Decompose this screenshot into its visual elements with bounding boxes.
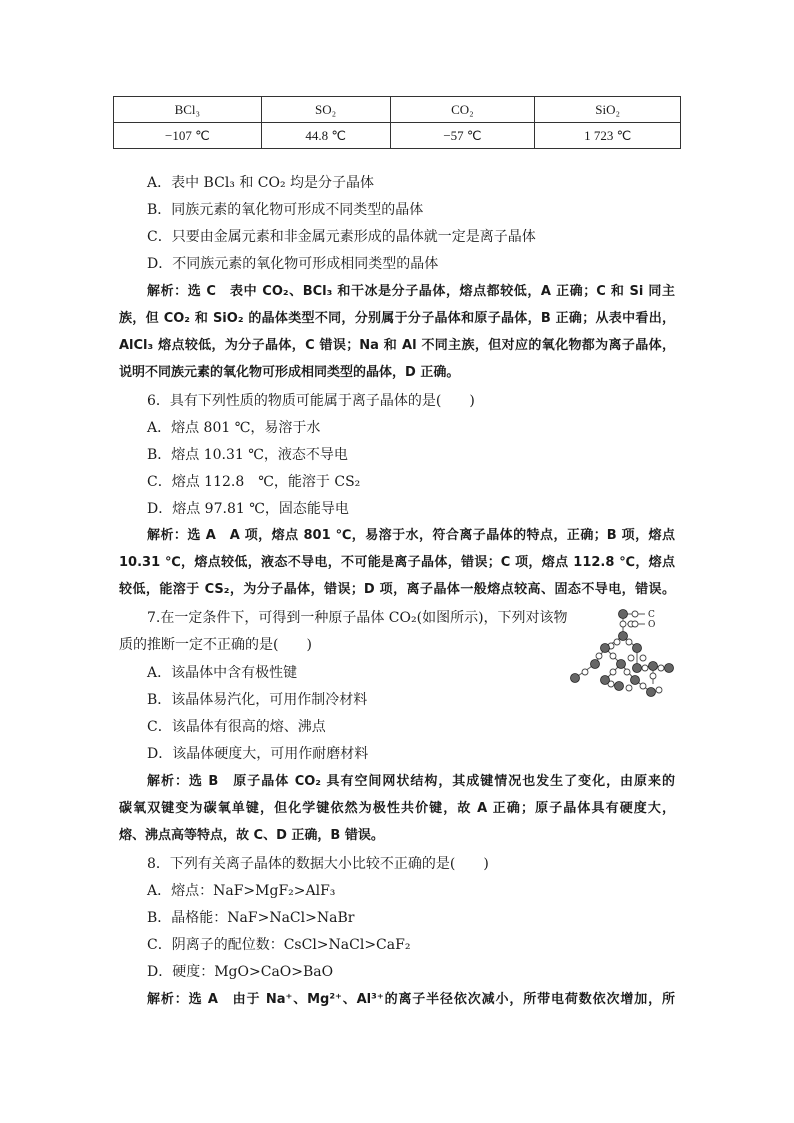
table-header-cell: SO₂ — [261, 97, 390, 123]
q7-explanation-line: 碳氧双键变为碳氧单键，但化学键依然为极性共价键，故 A 正确；原子晶体具有硬度大， — [119, 801, 675, 816]
crystal-structure-figure — [565, 606, 685, 706]
legend-label: O — [648, 620, 656, 630]
q8-option-a: A．熔点：NaF>MgF₂>AlF₃ — [147, 883, 336, 899]
q5-explanation-line: AlCl₃ 熔点较低，为分子晶体，C 错误；Na 和 Al 不同主族，但对应的氧化物都为离子晶体， — [119, 338, 675, 353]
table-header-cell: BCl₃ — [114, 97, 262, 123]
q7-explanation-line: 熔、沸点高等特点，故 C、D 正确，B 错误。 — [119, 828, 384, 843]
q6-option-a: A．熔点 801 ℃，易溶于水 — [147, 420, 321, 436]
q5-option-a: A．表中 BCl₃ 和 CO₂ 均是分子晶体 — [147, 175, 375, 191]
q8-stem: 8．下列有关离子晶体的数据大小比较不正确的是( ) — [147, 856, 489, 872]
q7-option-a: A．该晶体中含有极性键 — [147, 665, 298, 681]
q6-option-d: D．熔点 97.81 ℃，固态能导电 — [147, 501, 349, 517]
q8-option-d: D．硬度：MgO>CaO>BaO — [147, 964, 334, 980]
table-cell: −57 ℃ — [390, 123, 535, 149]
table-cell: 44.8 ℃ — [261, 123, 390, 149]
q6-explanation-line: 较低，能溶于 CS₂，为分子晶体，错误；D 项，离子晶体一般熔点较高、固态不导电，错误。 — [119, 582, 675, 597]
q5-option-d: D．不同族元素的氧化物可形成相同类型的晶体 — [147, 256, 439, 272]
q5-explanation-line: 说明不同族元素的氧化物可形成相同类型的晶体，D 正确。 — [119, 365, 460, 380]
table-cell: −107 ℃ — [114, 123, 262, 149]
table-header-cell: CO₂ — [390, 97, 535, 123]
q5-option-b: B．同族元素的氧化物可形成不同类型的晶体 — [147, 202, 424, 218]
q5-explanation-line: 解析：选 C 表中 CO₂、BCl₃ 和干冰是分子晶体，熔点都较低，A 正确；C 和 Si 同主 — [147, 284, 675, 299]
table-header-row — [114, 97, 681, 123]
q7-option-d: D．该晶体硬度大，可用作耐磨材料 — [147, 746, 369, 762]
q7-stem-line: 质的推断一定不正确的是( ) — [119, 637, 312, 653]
q6-option-b: B．熔点 10.31 ℃，液态不导电 — [147, 447, 348, 463]
melting-point-table — [113, 96, 681, 149]
q6-explanation-line: 10.31 ℃，熔点较低，液态不导电，不可能是离子晶体，错误；C 项，熔点 112.8 ℃，熔点 — [119, 555, 675, 570]
q5-option-c: C．只要由金属元素和非金属元素形成的晶体就一定是离子晶体 — [147, 229, 536, 245]
table-cell: 1 723 ℃ — [535, 123, 681, 149]
q8-option-c: C．阴离子的配位数：CsCl>NaCl>CaF₂ — [147, 937, 411, 953]
q6-explanation-line: 解析：选 A A 项，熔点 801 ℃，易溶于水，符合离子晶体的特点，正确；B 项，熔点 — [147, 528, 675, 543]
q5-explanation-line: 族，但 CO₂ 和 SiO₂ 的晶体类型不同，分别属于分子晶体和原子晶体，B 正确；从表中看出， — [119, 311, 675, 326]
q8-explanation-line: 解析：选 A 由于 Na⁺、Mg²⁺、Al³⁺的离子半径依次减小，所带电荷数依次增加，所 — [147, 992, 675, 1007]
q6-option-c: C．熔点 112.8 ℃，能溶于 CS₂ — [147, 474, 361, 490]
table-header-cell: SiO₂ — [535, 97, 681, 123]
q7-option-c: C．该晶体有很高的熔、沸点 — [147, 719, 326, 735]
table-value-row — [114, 123, 681, 149]
legend-label: C — [648, 610, 655, 620]
q6-stem: 6．具有下列性质的物质可能属于离子晶体的是( ) — [147, 393, 475, 409]
q7-stem-line: 7.在一定条件下，可得到一种原子晶体 CO₂(如图所示)，下列对该物 — [147, 610, 568, 626]
q7-explanation-line: 解析：选 B 原子晶体 CO₂ 具有空间网状结构，其成键情况也发生了变化，由原来的 — [147, 774, 675, 789]
q7-option-b: B．该晶体易汽化，可用作制冷材料 — [147, 692, 368, 708]
q8-option-b: B．晶格能：NaF>NaCl>NaBr — [147, 910, 355, 926]
